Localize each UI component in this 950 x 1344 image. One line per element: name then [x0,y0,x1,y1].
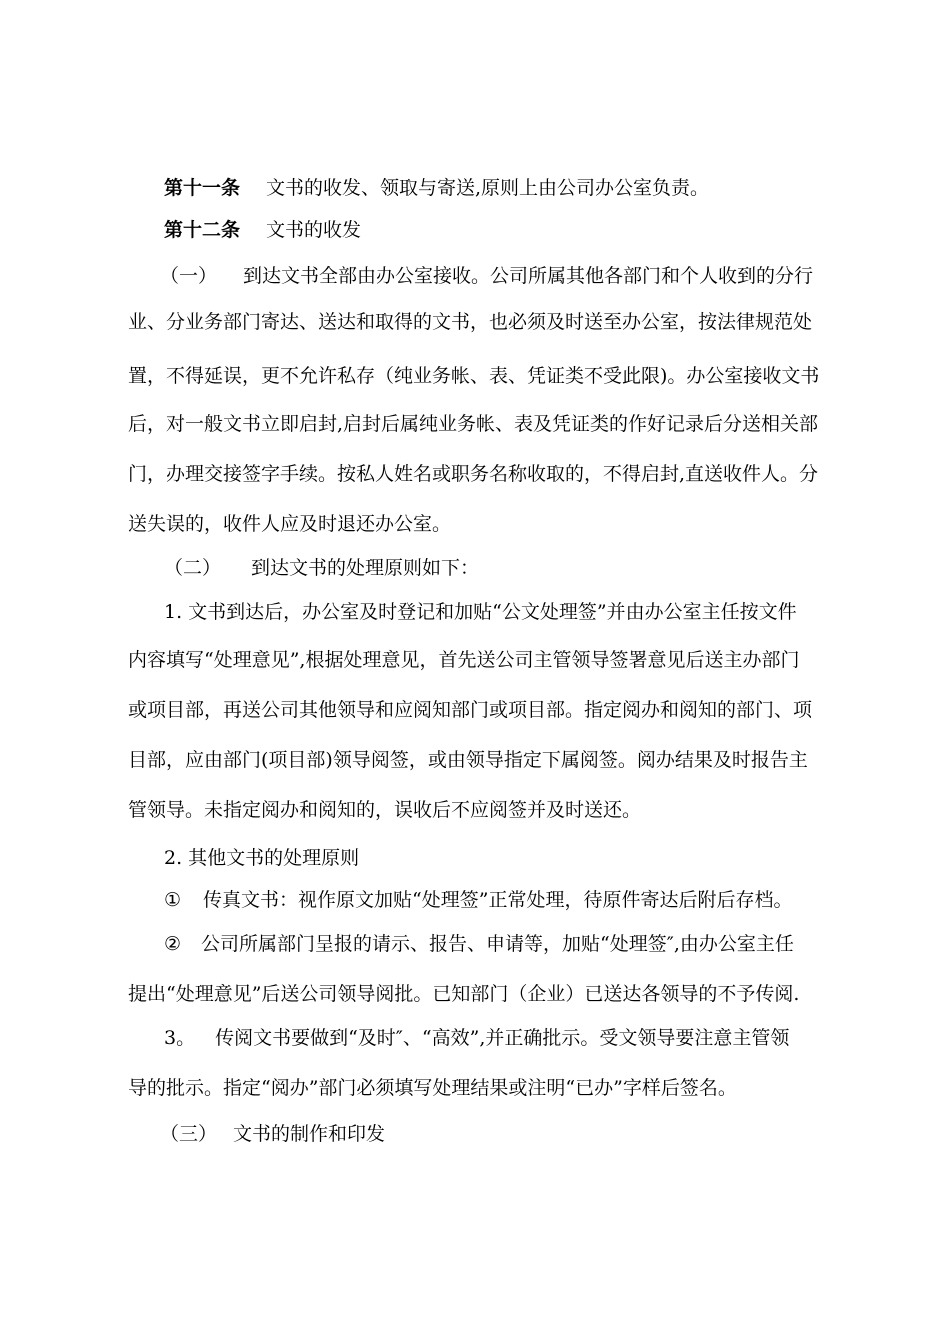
section-marker: （二） [164,557,222,579]
paragraph-line: 到达文书全部由办公室接收。公司所属其他各部门和个人收到的分行 [243,265,814,287]
article-text: 文书的收发、领取与寄送,原则上由公司办公室负责。 [266,177,710,199]
section-3-heading [160,1122,860,1146]
section-marker: （一） [160,265,218,287]
article-label: 第十二条 [164,219,241,241]
sub-item-text: 公司所属部门呈报的请示、报告、申请等，加贴“处理签″,由办公室主任 [201,933,794,955]
paragraph-line: 置，不得延误，更不允许私存（纯业务帐、表、凭证类不受此限)。办公室接收文书 [128,365,820,387]
paragraph-line: 送失误的，收件人应及时退还办公室。 [128,513,452,535]
article-text: 文书的收发 [266,219,362,241]
paragraph-line: 业、分业务部门寄达、送达和取得的文书，也必须及时送至办公室，按法律规范处 [128,311,813,333]
section-2-heading [164,556,864,580]
section-1-first-line [160,264,860,288]
sub-item-text: 传真文书：视作原文加贴“处理签”正常处理，待原件寄达后附后存档。 [203,889,793,911]
article-label: 第十一条 [164,177,241,199]
item-3 [164,1026,864,1050]
section-title: 文书的制作和印发 [233,1123,386,1145]
article-12 [164,218,864,242]
sub-item-2 [164,932,864,956]
sub-item-marker: ① [164,889,182,911]
sub-item-1 [164,888,864,912]
item-text: 传阅文书要做到“及时″、“高效”,并正确批示。受文领导要注意主管领 [215,1027,790,1049]
paragraph-line: 提出“处理意见”后送公司领导阅批。已知部门（企业）已送达各领导的不予传阅. [128,983,800,1005]
paragraph-line: 导的批示。指定“阅办”部门必须填写处理结果或注明“已办”字样后签名。 [128,1077,737,1099]
item-marker: 3。 [164,1027,196,1049]
article-11 [164,176,864,200]
paragraph-line: 内容填写“处理意见”,根据处理意见，首先送公司主管领导签署意见后送主办部门 [128,649,800,671]
paragraph-line: 1. 文书到达后，办公室及时登记和加贴“公文处理签”并由办公室主任按文件 [164,601,797,623]
sub-item-marker: ② [164,933,182,955]
paragraph-line: 后，对一般文书立即启封,启封后属纯业务帐、表及凭证类的作好记录后分送相关部 [128,413,819,435]
paragraph-line: 目部，应由部门(项目部)领导阅签，或由领导指定下属阅签。阅办结果及时报告主 [128,749,808,771]
item-2-title: 2. 其他文书的处理原则 [164,847,360,869]
section-title: 到达文书的处理原则如下： [251,557,480,579]
paragraph-line: 或项目部，再送公司其他领导和应阅知部门或项目部。指定阅办和阅知的部门、项 [128,699,813,721]
paragraph-line: 门，办理交接签字手续。按私人姓名或职务名称收取的，不得启封,直送收件人。分 [128,463,819,485]
paragraph-line: 管领导。未指定阅办和阅知的，误收后不应阅签并及时送还。 [128,799,642,821]
section-marker: （三） [160,1123,218,1145]
